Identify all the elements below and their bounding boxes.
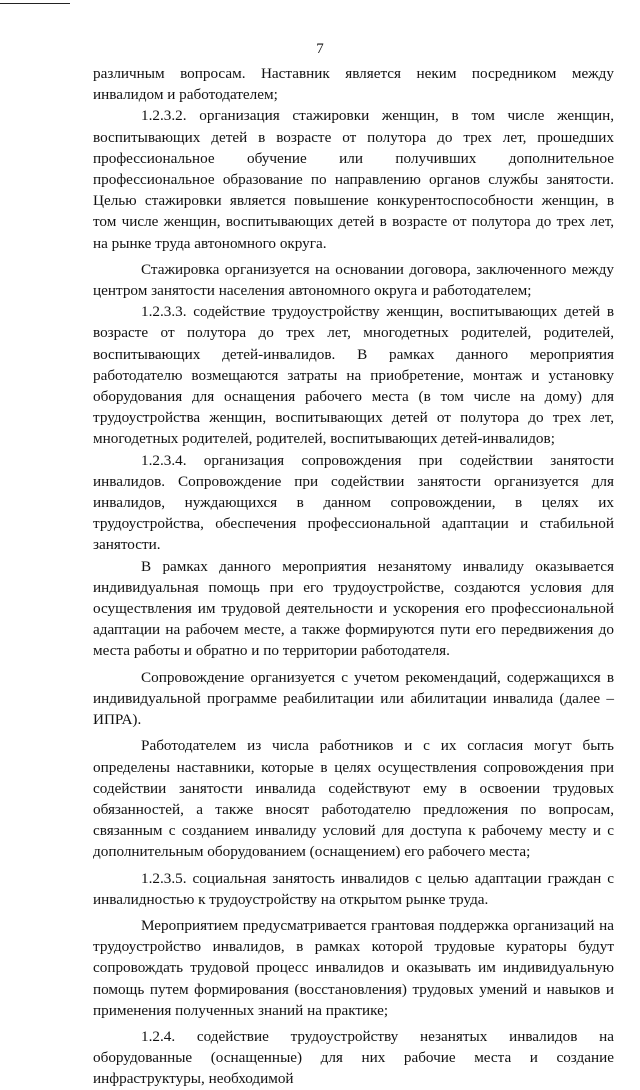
paragraph-continuation: различным вопросам. Наставник является неким посредником между инвалидом и работодателем; (93, 65, 614, 104)
paragraph-1-2-3-3: 1.2.3.3. содействие трудоустройству женщин, воспитывающих детей в возрасте от полутора до трех лет, многодетных родителей, родителей, воспитывающих детей-инвалидов. В рамках данного мероприятия работодателю возмещаются затраты на приобретение, монтаж и установку оборудования для оснащения рабочего места (в том числе на дому) для трудоустройства женщин, воспитывающих детей от полутора до трех лет, многодетных родителей, родителей, воспитывающих детей-инвалидов; (93, 303, 614, 448)
paragraph-grant-support: Мероприятием предусматривается грантовая поддержка организаций на трудоустройство инвалидов, в рамках которой трудовые кураторы будут сопровождать трудовой процесс инвалидов и оказывать им индивидуальную помощь путем формирования (восстановления) трудовых умений и навыков и применения полученных знаний на практике; (93, 916, 614, 1019)
paragraph-1-2-3-4: 1.2.3.4. организация сопровождения при содействии занятости инвалидов. Сопровождение при содействии занятости организуется для инвалидов, нуждающихся в данном сопровождении, в целях их трудоустройства, обеспечения профессиональной адаптации и стабильной занятости. (93, 451, 614, 554)
paragraph-1-2-3-2: 1.2.3.2. организация стажировки женщин, в том числе женщин, воспитывающих детей в возрасте от полутора до трех лет, прошедших профессиональное обучение или получивших дополнительное профессиональное образование по направлению органов службы занятости. Целью стажировки является повышение конкурентоспособности женщин, в том числе женщин, воспитывающих детей в возрасте от полутора до трех лет, на рынке труда автономного округа. (93, 107, 614, 252)
paragraph-ipra: Сопровождение организуется с учетом рекомендаций, содержащихся в индивидуальной программе реабилитации или абилитации инвалида (далее – ИПРА). (93, 668, 614, 729)
paragraph-1-2-4: 1.2.4. содействие трудоустройству незанятых инвалидов на оборудованные (оснащенные) для них рабочие места и создание инфраструктуры, необходимой (93, 1027, 614, 1088)
paragraph-internship-basis: Стажировка организуется на основании договора, заключенного между центром занятости населения автономного округа и работодателем; (93, 260, 614, 300)
paragraph-individual-help: В рамках данного мероприятия незанятому инвалиду оказывается индивидуальная помощь при его трудоустройстве, создаются условия для осуществления им трудовой деятельности и ускорения его профессиональной адаптации на рабочем месте, а также формируются пути его передвижения до места работы и обратно и по территории работодателя. (93, 557, 614, 660)
paragraph-1-2-3-5: 1.2.3.5. социальная занятость инвалидов с целью адаптации граждан с инвалидностью к трудоустройству на открытом рынке труда. (93, 869, 614, 908)
page-number: 7 (316, 41, 324, 57)
top-edge-line (0, 3, 70, 4)
document-body (93, 63, 614, 1090)
paragraph-mentors: Работодателем из числа работников и с их согласия могут быть определены наставники, которые в целях осуществления сопровождения при содействии занятости инвалида содействуют ему в освоении трудовых обязанностей, а также вносят работодателю предложения по вопросам, связанным с созданием инвалиду условий для доступа к рабочему месту и с дополнительным оборудованием (оснащением) его рабочего места; (93, 737, 614, 861)
